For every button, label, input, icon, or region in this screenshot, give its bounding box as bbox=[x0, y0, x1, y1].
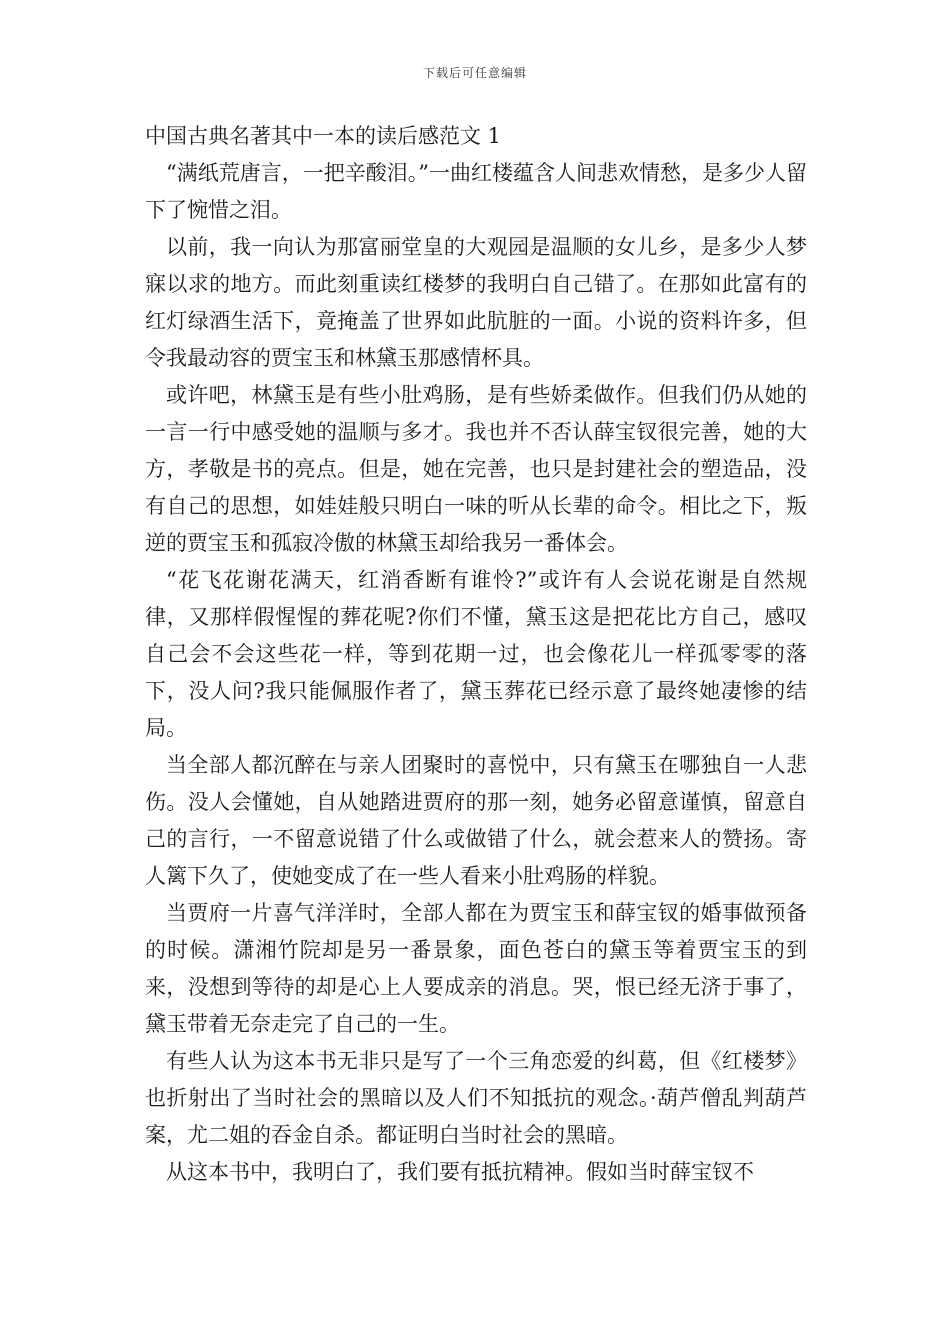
document-body bbox=[145, 118, 807, 1191]
paragraph-1: “满纸荒唐言，一把辛酸泪。”一曲红楼蕴含人间悲欢情愁，是多少人留下了惋惜之泪。 bbox=[145, 161, 807, 222]
paragraph-6: 当贾府一片喜气洋洋时，全部人都在为贾宝玉和薛宝钗的婚事做预备的时候。潇湘竹院却是另一番景象，面色苍白的黛玉等着贾宝玉的到来，没想到等待的却是心上人要成亲的消息。哭，恨已经无济于事了，黛玉带着无奈走完了自己的一生。 bbox=[145, 901, 807, 1036]
document-title: 中国古典名著其中一本的读后感范文 1 bbox=[145, 124, 502, 148]
paragraph-2: 以前，我一向认为那富丽堂皇的大观园是温顺的女儿乡，是多少人梦寐以求的地方。而此刻重读红楼梦的我明白自己错了。在那如此富有的红灯绿酒生活下，竟掩盖了世界如此肮脏的一面。小说的资料许多，但令我最动容的贾宝玉和林黛玉那感情杯具。 bbox=[145, 235, 807, 370]
paragraph-5: 当全部人都沉醉在与亲人团聚时的喜悦中，只有黛玉在哪独自一人悲伤。没人会懂她，自从她踏进贾府的那一刻，她务必留意谨慎，留意自己的言行，一不留意说错了什么或做错了什么，就会惹来人的赞扬。寄人篱下久了，使她变成了在一些人看来小肚鸡肠的样貌。 bbox=[145, 753, 807, 888]
paragraph-3: 或许吧，林黛玉是有些小肚鸡肠，是有些娇柔做作。但我们仍从她的一言一行中感受她的温顺与多才。我也并不否认薛宝钗很完善，她的大方，孝敬是书的亮点。但是，她在完善，也只是封建社会的塑造品，没有自己的思想，如娃娃般只明白一味的听从长辈的命令。相比之下，叛逆的贾宝玉和孤寂冷傲的林黛玉却给我另一番体会。 bbox=[145, 383, 807, 555]
paragraph-8: 从这本书中，我明白了，我们要有抵抗精神。假如当时薛宝钗不 bbox=[166, 1160, 754, 1184]
paragraph-7: 有些人认为这本书无非只是写了一个三角恋爱的纠葛，但《红楼梦》也折射出了当时社会的黑暗以及人们不知抵抗的观念。·葫芦僧乱判葫芦案，尤二姐的吞金自杀。都证明白当时社会的黑暗。 bbox=[145, 1049, 807, 1147]
page-header: 下载后可任意编辑 bbox=[422, 66, 527, 80]
paragraph-4: “花飞花谢花满天，红消香断有谁怜?”或许有人会说花谢是自然规律，又那样假惺惺的葬花呢?你们不懂，黛玉这是把花比方自己，感叹自己会不会这些花一样，等到花期一过，也会像花儿一样孤零零的落下，没人问?我只能佩服作者了，黛玉葬花已经示意了最终她凄惨的结局。 bbox=[145, 568, 807, 740]
